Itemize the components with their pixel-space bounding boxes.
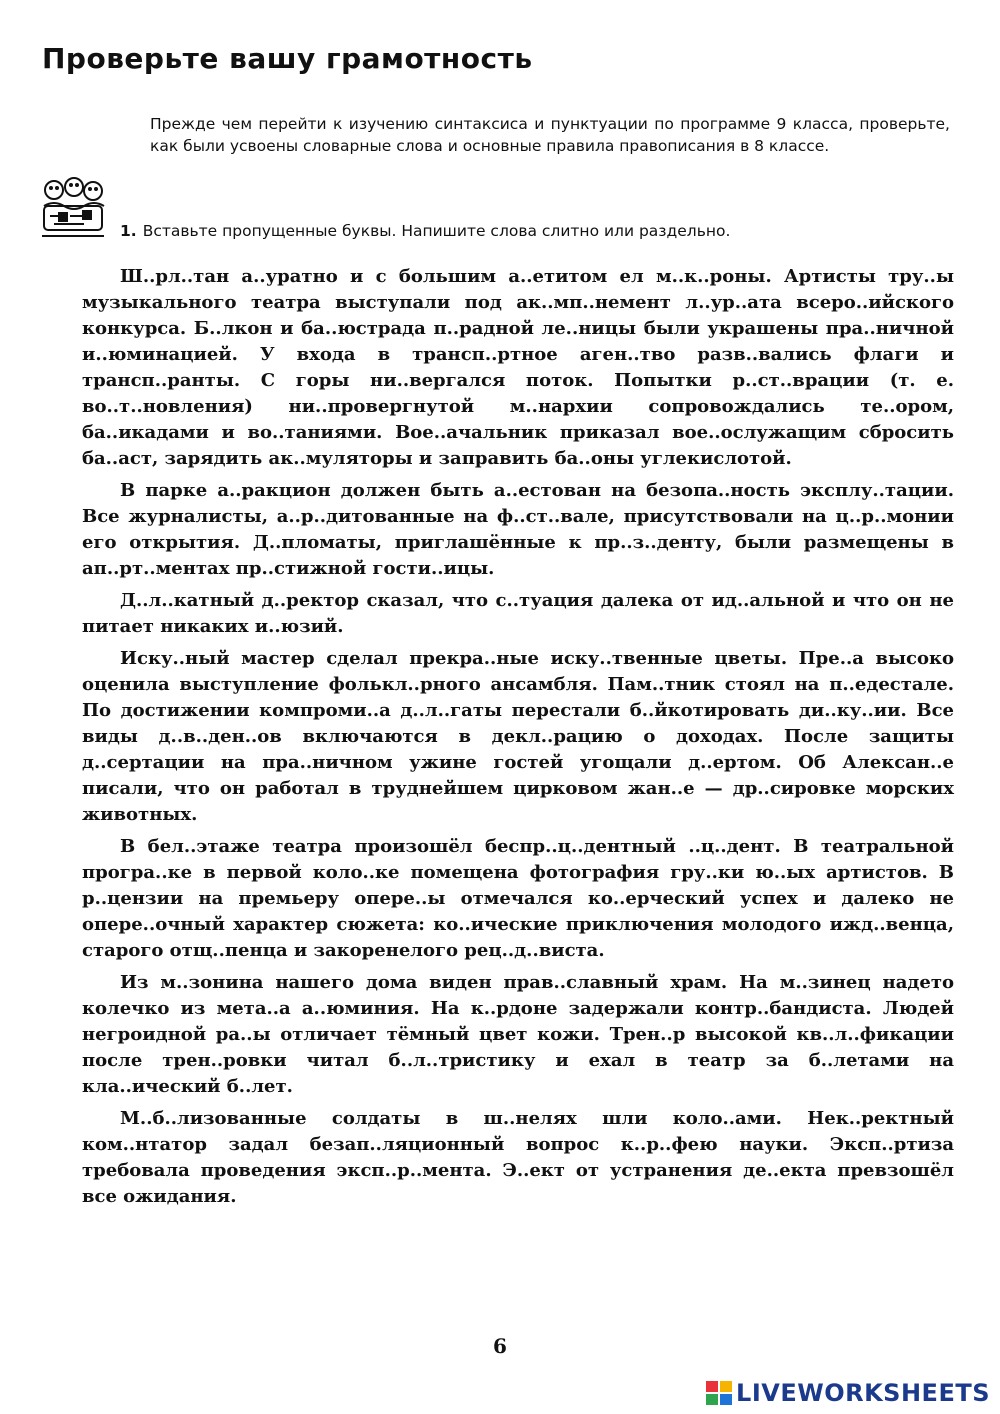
exercise-paragraph-7: М..б..лизованные солдаты в ш..нелях шли коло..ами. Нек..ректный ком..нтатор задал безап..ляционный вопрос к..р..фею науки. Эксп..ртиза требовала проведения эксп..р..мента. Э..ект от устранения де..екта превзошёл все ожидания. — [82, 1108, 954, 1207]
exercise-instruction-text: Вставьте пропущенные буквы. Напишите слова слитно или раздельно. — [142, 222, 731, 240]
liveworksheets-logo — [706, 1378, 990, 1408]
watermark-text: LIVEWORKSHEETS — [736, 1379, 990, 1407]
liveworksheets-logo-icon — [706, 1381, 732, 1405]
exercise-text — [82, 264, 954, 1216]
exercise-paragraph-5: В бел..этаже театра произошёл беспр..ц..дентный ..ц..дент. В театральной програ..ке в первой коло..ке помещена фотография гру..ки ю..ых артистов. В р..цензии на премьеру опере..ы отмечался ко..ерческий успех и далеко не опере..очный характер сюжета: ко..ические приключения молодого ижд..венца, старого отщ..пенца и закоренелого рец..д..виста. — [82, 836, 954, 961]
page-title: Проверьте вашу грамотность — [42, 42, 533, 75]
page-number: 6 — [493, 1334, 507, 1358]
exercise-paragraph-4: Иску..ный мастер сделал прекра..ные иску..твенные цветы. Пре..а высоко оценила выступление фолькл..рного ансамбля. Пам..тник стоял на п..едестале. По достижении компроми..а д..л..гаты перестали б..йкотировать ди..ку..ии. Все виды д..в..ден..ов включаются в декл..рацию о доходах. После защиты д..сертации на пра..ничном ужине гостей угощали д..ертом. Об Алексан..е писали, что он работал в труднейшем цирковом жан..е — др..сировке морских животных. — [82, 648, 954, 825]
exercise-paragraph-3: Д..л..катный д..ректор сказал, что с..туация далека от ид..альной и что он не питает никаких и..юзий. — [82, 590, 954, 637]
intro-paragraph: Прежде чем перейти к изучению синтаксиса и пунктуации по программе 9 класса, проверьте, как были усвоены словарные слова и основные правила правописания в 8 классе. — [150, 115, 950, 155]
exercise-paragraph-1: Ш..рл..тан а..уратно и с большим а..етитом ел м..к..роны. Артисты тру..ы музыкального театра выступали под ак..мп..немент л..ур..ата всеро..ийского конкурса. Б..лкон и ба..юстрада п..радной ле..ницы были украшены пра..ничной и..юминацией. У входа в трансп..ртное аген..тво разв..вались флаги и трансп..ранты. С горы ни..вергался поток. Попытки р..ст..врации (т. е. во..т..новления) ни..провергнутой м..нархии сопровождались те..ором, ба..икадами и во..таниями. Вое..ачальник приказал вое..ослужащим сбросить ба..аст, зарядить ак..муляторы и заправить ба..оны углекислотой. — [82, 266, 954, 469]
exercise-instruction — [120, 220, 950, 242]
exercise-paragraph-6: Из м..зонина нашего дома виден прав..славный храм. На м..зинец надето колечко из мета..а а..юминия. На к..рдоне задержали контр..бандиста. Людей негроидной ра..ы отличает тёмный цвет кожи. Трен..р высокой кв..л..фикации после трен..ровки читал б..л..тристику и ехал в театр за б..летами на кла..ический б..лет. — [82, 972, 954, 1097]
exercise-number: 1. — [120, 222, 137, 240]
exercise-paragraph-2: В парке а..ракцион должен быть а..естован на безопа..ность эксплу..тации. Все журналисты, а..р..дитованные на ф..ст..вале, присутствовали на ц..р..монии его открытия. Д..пломаты, приглашённые к пр..з..денту, были размещены в ап..рт..ментах пр..стижной гости..ицы. — [82, 480, 954, 579]
puzzle-pieces-icon — [38, 176, 108, 242]
